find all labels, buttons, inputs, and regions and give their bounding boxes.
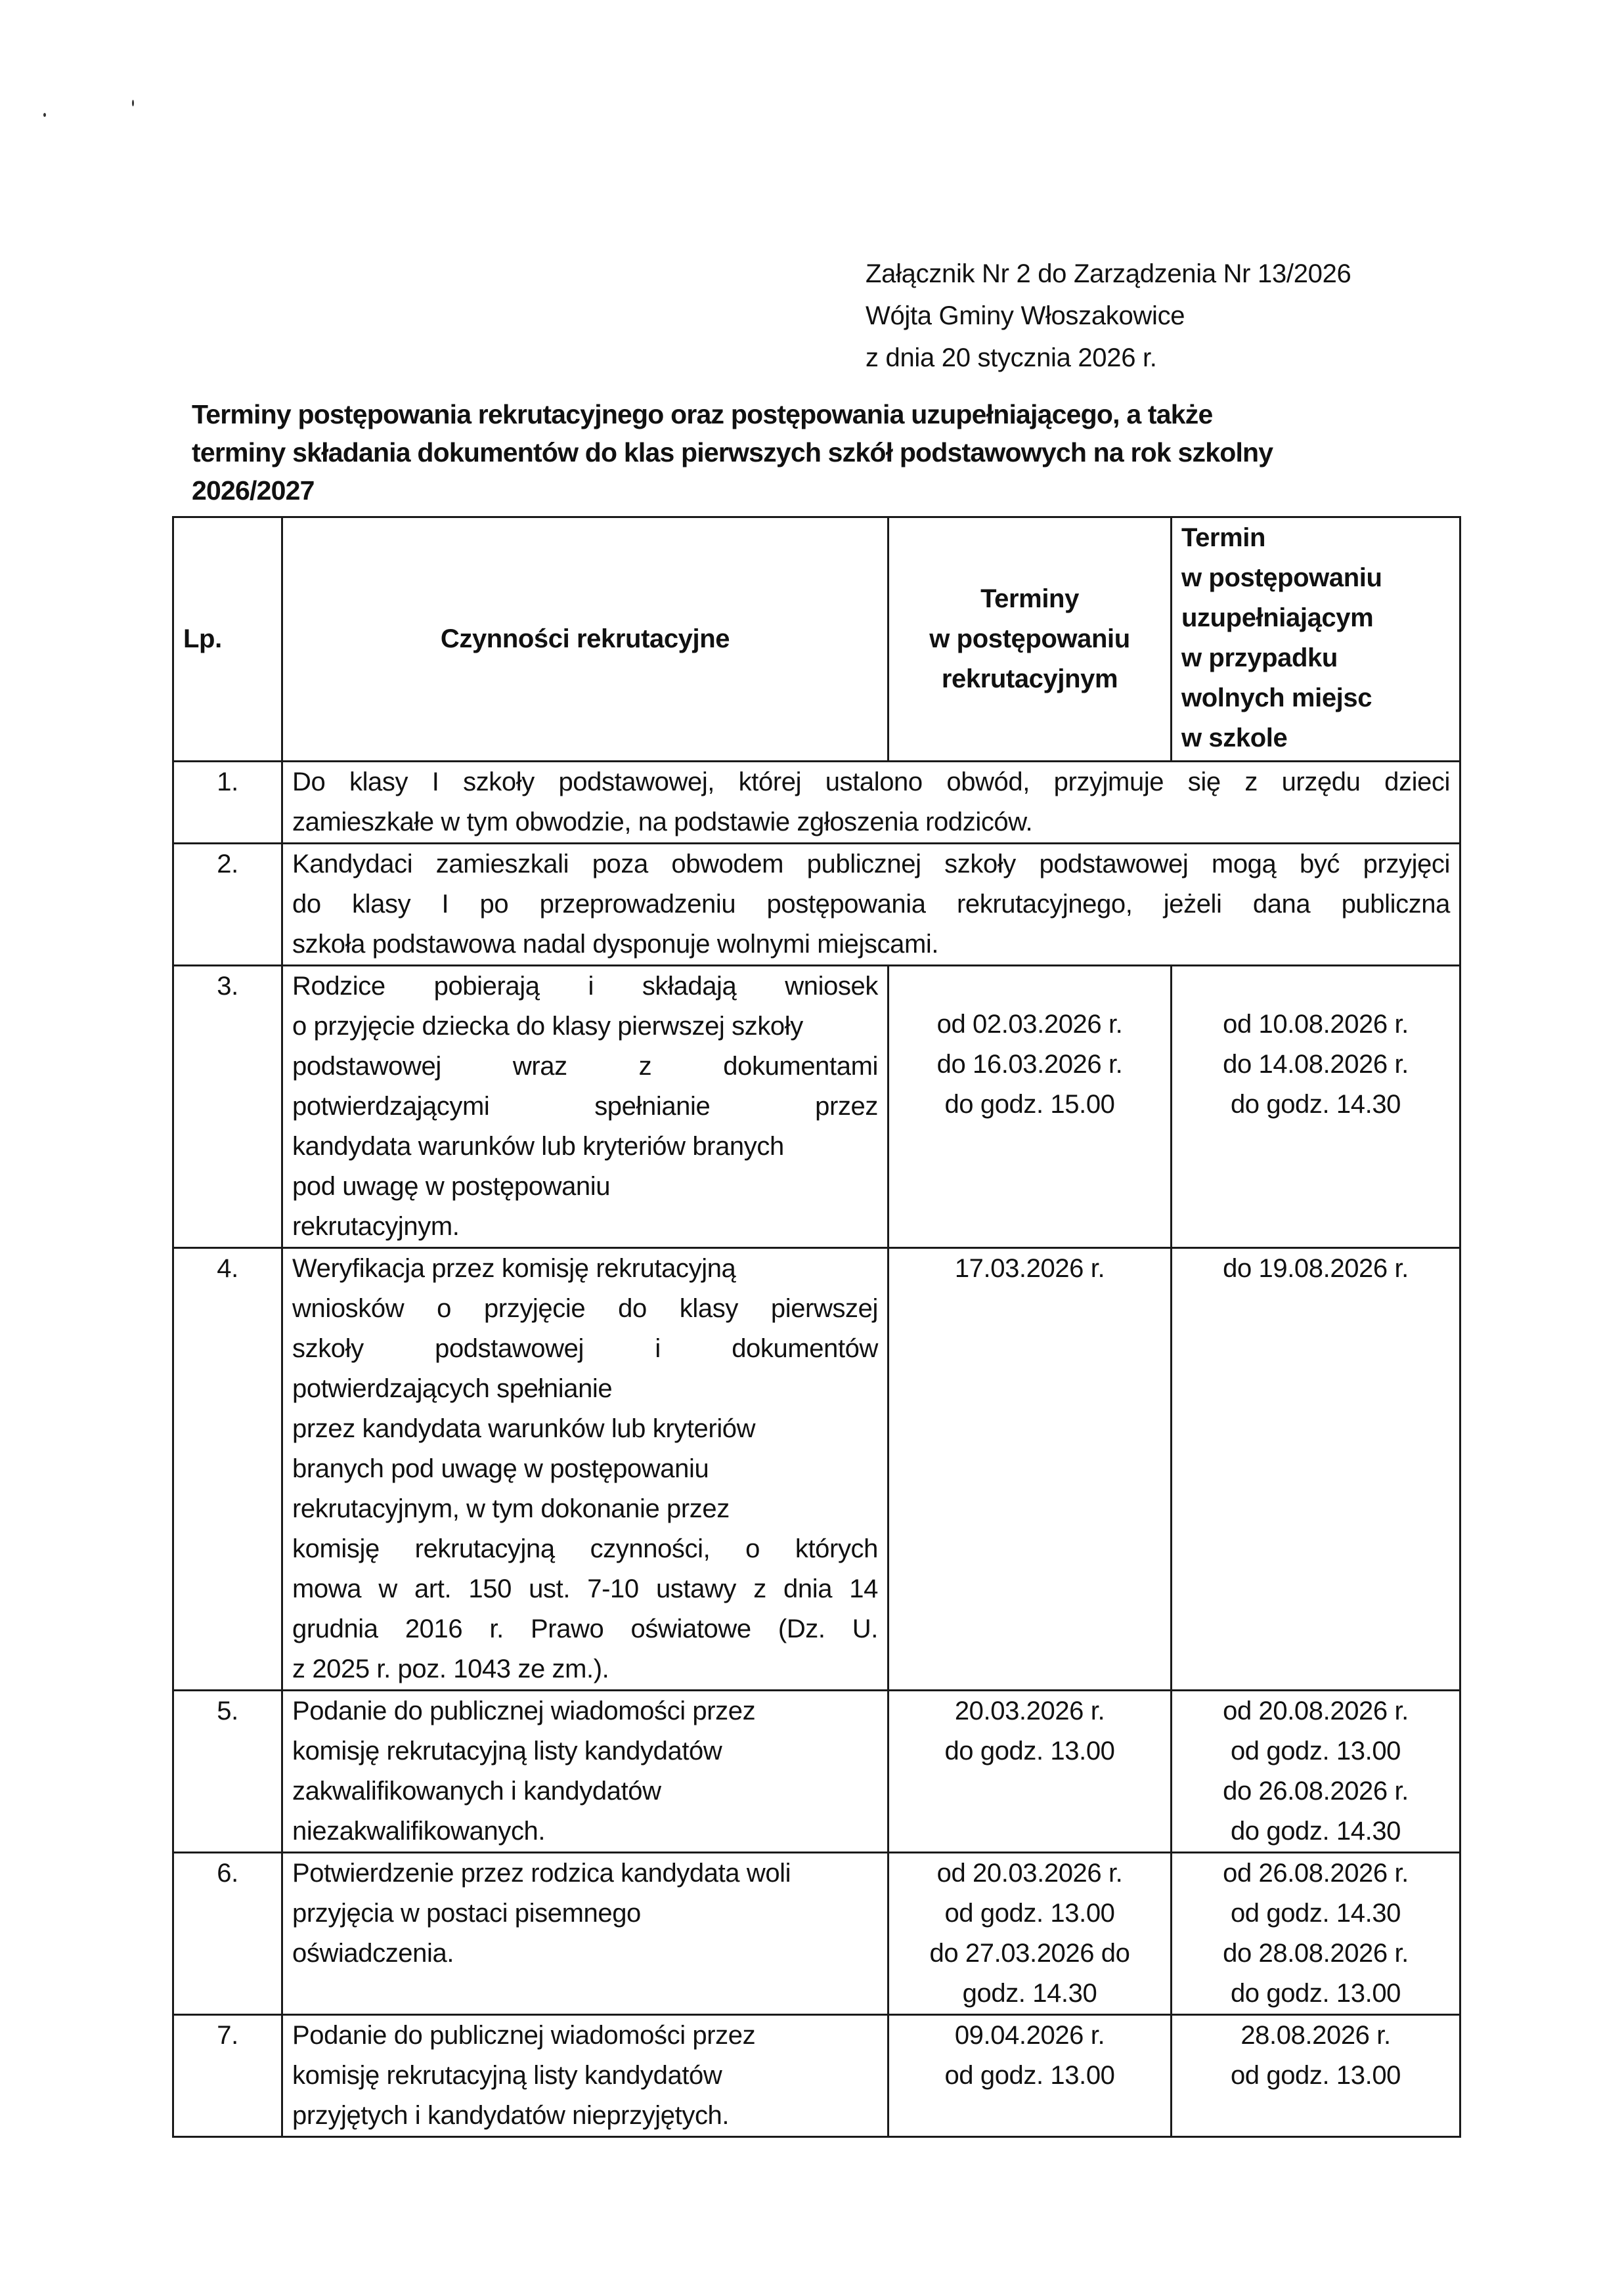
title-line: 2026/2027 [192,475,315,506]
document-title [192,395,1439,509]
row-number: 4. [173,1248,282,1691]
row-activity: Potwierdzenie przez rodzica kandydata woli przyjęcia w postaci pisemnego oświadczenia. [282,1853,889,2015]
row-supplementary-term: od 26.08.2026 r. od godz. 14.30 do 28.08.2026 r. do godz. 13.00 [1172,1853,1460,2015]
title-line: Terminy postępowania rekrutacyjnego oraz postępowania uzupełniającego, a także [192,399,1213,429]
row-activity: Rodzice pobierają i składają wniosek o przyjęcie dziecka do klasy pierwszej szkoły podstawowej wraz z dokumentami potwierdzającymi spełnianie przez kandydata warunków lub kryteriów branych pod uwagę w postępowaniu rekrutacyjnym. [282,966,889,1248]
attachment-header [866,253,1351,379]
row-main-term: 09.04.2026 r. od godz. 13.00 [889,2015,1172,2137]
row-number: 2. [173,844,282,966]
table-row [173,844,1460,966]
table-row [173,1248,1460,1691]
row-activity: Do klasy I szkoły podstawowej, której ustalono obwód, przyjmuje się z urzędu dzieci zamieszkałe w tym obwodzie, na podstawie zgłoszenia rodziców. [282,762,1460,844]
row-number: 5. [173,1691,282,1853]
row-number: 3. [173,966,282,1248]
row-main-term: 17.03.2026 r. [889,1248,1172,1691]
header-activities: Czynności rekrutacyjne [282,517,889,762]
row-number: 7. [173,2015,282,2137]
row-number: 6. [173,1853,282,2015]
attachment-line: Wójta Gminy Włoszakowice [866,301,1185,330]
row-activity: Kandydaci zamieszkali poza obwodem publicznej szkoły podstawowej mogą być przyjęci do klasy I po przeprowadzeniu postępowania rekrutacyjnego, jeżeli dana publiczna szkoła podstawowa nadal dysponuje wolnymi miejscami. [282,844,1460,966]
table-row [173,762,1460,844]
table-header-row [173,517,1460,762]
recruitment-schedule-table [172,516,1461,2138]
table-row [173,2015,1460,2137]
table-row [173,966,1460,1248]
row-number: 1. [173,762,282,844]
title-line: terminy składania dokumentów do klas pierwszych szkół podstawowych na rok szkolny [192,437,1273,467]
header-main-term: Terminy w postępowaniu rekrutacyjnym [889,517,1172,762]
attachment-line: z dnia 20 stycznia 2026 r. [866,343,1157,372]
row-supplementary-term: od 20.08.2026 r. od godz. 13.00 do 26.08.2026 r. do godz. 14.30 [1172,1691,1460,1853]
scan-speck [43,113,46,117]
row-activity: Podanie do publicznej wiadomości przez komisję rekrutacyjną listy kandydatów zakwalifikowanych i kandydatów niezakwalifikowanych. [282,1691,889,1853]
row-activity: Weryfikacja przez komisję rekrutacyjną wniosków o przyjęcie do klasy pierwszej szkoły podstawowej i dokumentów potwierdzających spełnianie przez kandydata warunków lub kryteriów branych pod uwagę w postępowaniu rekrutacyjnym, w tym dokonanie przez komisję rekrutacyjną czynności, o których mowa w art. 150 ust. 7-10 ustawy z dnia 14 grudnia 2016 r. Prawo oświatowe (Dz. U. z 2025 r. poz. 1043 ze zm.). [282,1248,889,1691]
row-activity: Podanie do publicznej wiadomości przez komisję rekrutacyjną listy kandydatów przyjętych i kandydatów nieprzyjętych. [282,2015,889,2137]
row-supplementary-term: do 19.08.2026 r. [1172,1248,1460,1691]
table-row [173,1853,1460,2015]
scan-speck [132,100,134,106]
row-supplementary-term: 28.08.2026 r. od godz. 13.00 [1172,2015,1460,2137]
header-supplementary-term: Termin w postępowaniu uzupełniającym w przypadku wolnych miejsc w szkole [1172,517,1460,762]
row-main-term: od 02.03.2026 r. do 16.03.2026 r. do godz. 15.00 [889,966,1172,1248]
table-row [173,1691,1460,1853]
row-supplementary-term: od 10.08.2026 r. do 14.08.2026 r. do godz. 14.30 [1172,966,1460,1248]
attachment-line: Załącznik Nr 2 do Zarządzenia Nr 13/2026 [866,259,1351,288]
row-main-term: 20.03.2026 r. do godz. 13.00 [889,1691,1172,1853]
row-main-term: od 20.03.2026 r. od godz. 13.00 do 27.03.2026 do godz. 14.30 [889,1853,1172,2015]
header-lp: Lp. [173,517,282,762]
